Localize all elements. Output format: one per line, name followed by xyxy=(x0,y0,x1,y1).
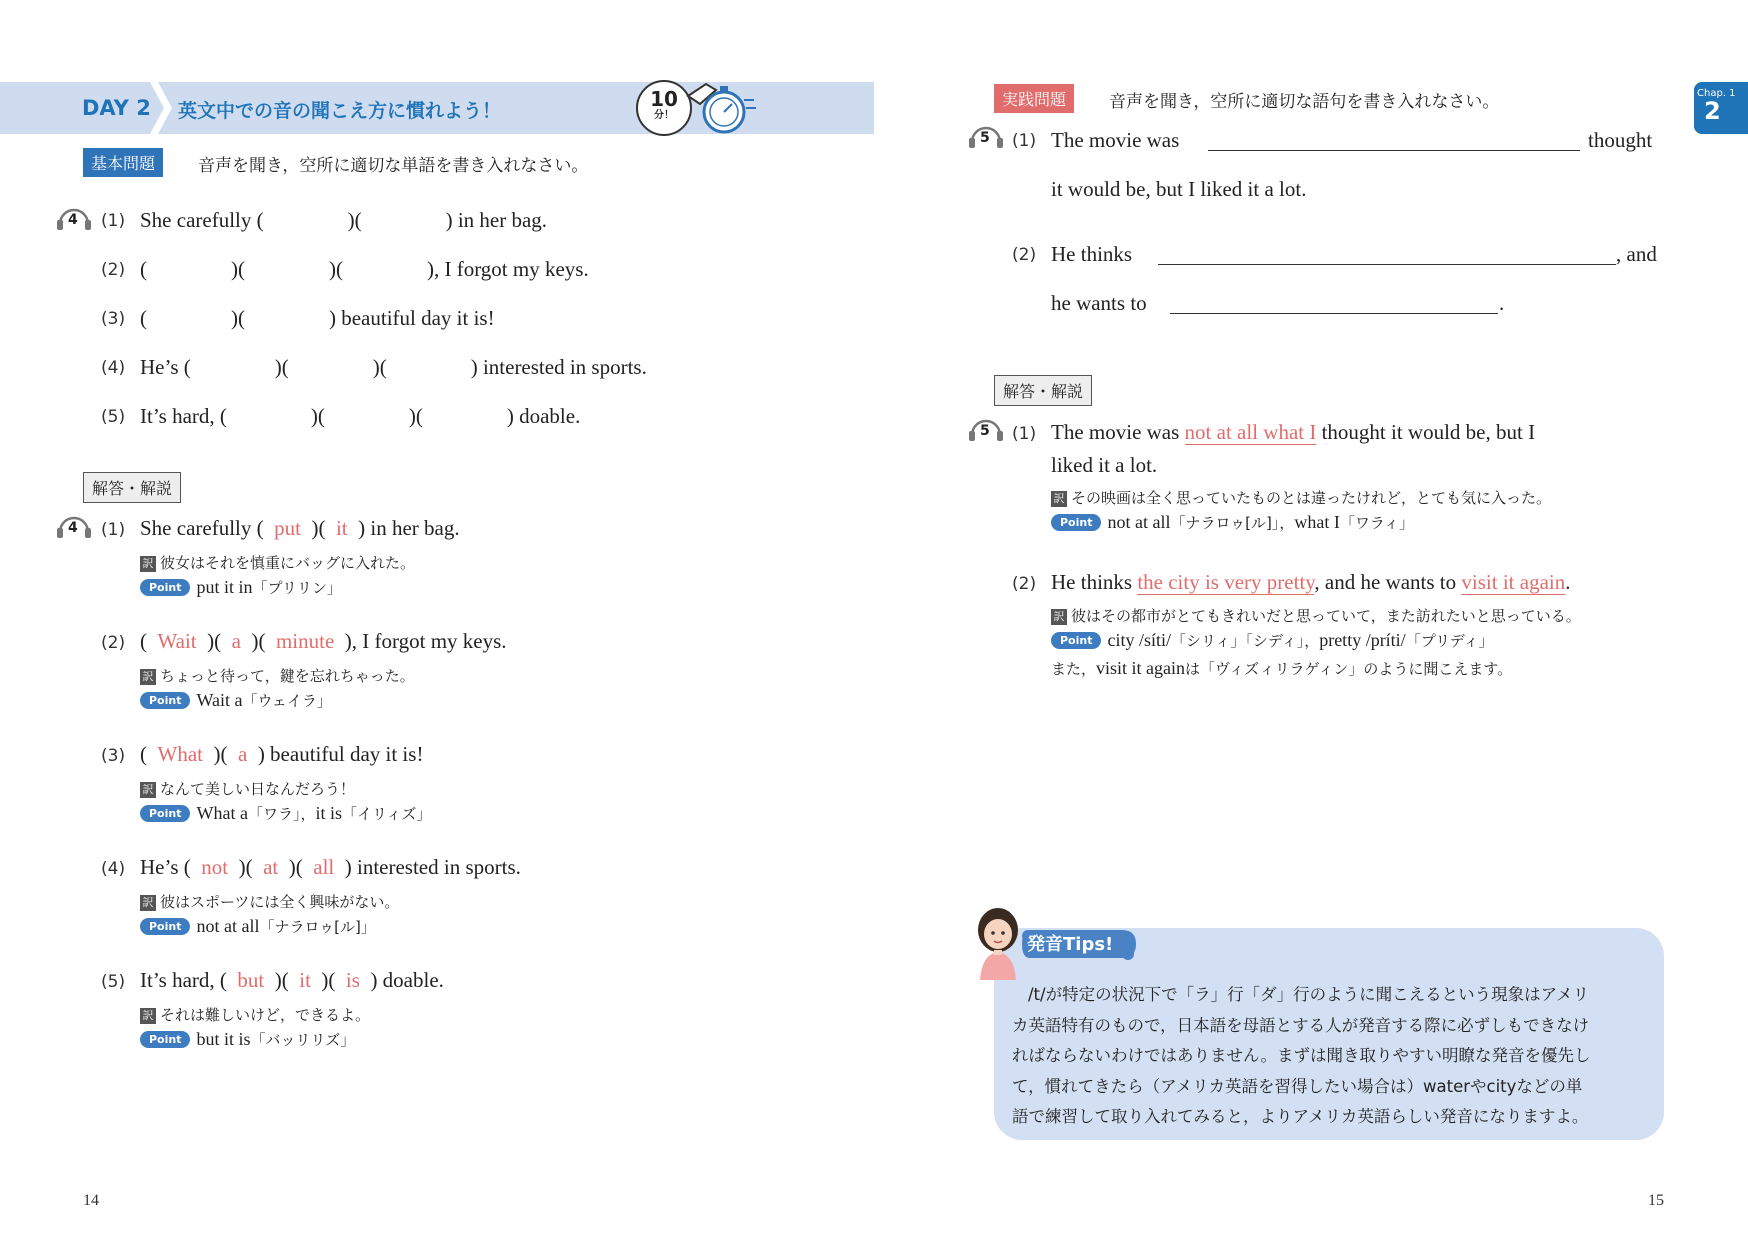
practice-problem-tag: 実践問題 xyxy=(994,84,1074,113)
question-text: , and xyxy=(1616,242,1657,266)
translation-icon: 訳 xyxy=(1051,609,1067,625)
chevron-divider-icon xyxy=(150,82,172,134)
question-number: (5) xyxy=(101,407,126,427)
answer-phrase: the city is very pretty xyxy=(1137,570,1315,594)
question-number: (1) xyxy=(101,211,126,231)
answer-sentence: It’s hard, ( but )( it )( is ) doable. xyxy=(140,968,444,992)
translation-icon: 訳 xyxy=(140,782,156,798)
answer-blank-line[interactable] xyxy=(1208,150,1580,151)
answer-word: but xyxy=(237,968,265,992)
question-text: ( )( )( ), I forgot my keys. xyxy=(140,257,589,281)
answer-sentence: He’s ( not )( at )( all ) interested in sports. xyxy=(140,855,521,879)
teacher-avatar-icon xyxy=(972,906,1024,980)
note-line: また，visit it againは「ヴィズィリラゲィン」のように聞こえます。 xyxy=(1051,658,1513,678)
answer-number: (3) xyxy=(101,746,126,766)
answer-number: (4) xyxy=(101,859,126,879)
answer-blank-line[interactable] xyxy=(1158,264,1616,265)
question-number: (3) xyxy=(101,309,126,329)
tips-text xyxy=(1012,980,1652,1133)
track-number: 5 xyxy=(980,130,990,146)
answer-sentence: He thinks the city is very pretty, and he wants to visit it again. xyxy=(1051,570,1571,594)
question-text: it would be, but I liked it a lot. xyxy=(1051,177,1307,201)
point-badge: Point xyxy=(140,692,190,709)
answer-sentence: liked it a lot. xyxy=(1051,453,1158,477)
translation-icon: 訳 xyxy=(1051,491,1067,507)
question-text: thought xyxy=(1588,128,1653,152)
headphone-track-basic xyxy=(56,200,92,239)
question-text: He’s ( )( )( ) interested in sports. xyxy=(140,355,647,379)
track-number: 4 xyxy=(68,212,78,228)
basic-instruction: 音声を聞き，空所に適切な単語を書き入れなさい。 xyxy=(198,156,589,176)
page-number-right: 15 xyxy=(1648,1192,1664,1209)
point-badge: Point xyxy=(140,805,190,822)
answer-word: not xyxy=(201,855,229,879)
answer-word: is xyxy=(345,968,360,992)
answer-word: Wait xyxy=(157,629,197,653)
answer-sentence: ( Wait )( a )( minute ), I forgot my keys. xyxy=(140,629,507,653)
answer-number: (2) xyxy=(101,633,126,653)
point-badge: Point xyxy=(1051,514,1101,531)
translation: 訳 ちょっと待って，鍵を忘れちゃった。 xyxy=(140,665,415,686)
answer-word: What xyxy=(157,742,203,766)
answer-number: (1) xyxy=(1012,424,1037,444)
answer-word: a xyxy=(231,629,241,653)
answer-explanation-tag: 解答・解説 xyxy=(994,375,1092,406)
track-number: 4 xyxy=(68,520,78,536)
point-badge: Point xyxy=(140,1031,190,1048)
translation-icon: 訳 xyxy=(140,669,156,685)
tips-line: /t/が特定の状況下で「ラ」行「ダ」行のように聞こえるという現象はアメリ xyxy=(1028,985,1590,1004)
stopwatch-icon xyxy=(686,78,756,136)
answer-phrase: visit it again xyxy=(1461,570,1566,594)
question-number: (4) xyxy=(101,358,126,378)
day-title: 英文中での音の聞こえ方に慣れよう！ xyxy=(178,100,502,122)
answer-word: it xyxy=(299,968,311,992)
question-text: he wants to xyxy=(1051,291,1147,315)
translation: 訳 その映画は全く思っていたものとは違ったけれど，とても気に入った。 xyxy=(1051,487,1551,508)
track-number: 5 xyxy=(980,423,990,439)
timer-unit: 分！ xyxy=(654,110,674,121)
answer-word: all xyxy=(313,855,335,879)
question-text: She carefully ( )( ) in her bag. xyxy=(140,208,548,232)
answer-sentence: She carefully ( put )( it ) in her bag. xyxy=(140,516,460,540)
point-badge: Point xyxy=(1051,632,1101,649)
answer-word: at xyxy=(263,855,279,879)
point-note: Point but it is「バッリリズ」 xyxy=(140,1029,355,1050)
headphone-track-practice xyxy=(968,118,1004,157)
translation-icon: 訳 xyxy=(140,895,156,911)
question-text: He thinks xyxy=(1051,242,1133,266)
point-badge: Point xyxy=(140,918,190,935)
basic-problem-tag: 基本問題 xyxy=(83,148,163,177)
translation: 訳 彼女はそれを慎重にバッグに入れた。 xyxy=(140,552,415,573)
tips-title: 発音Tips! xyxy=(1027,934,1114,955)
translation: 訳 彼はその都市がとてもきれいだと思っていて，また訪れたいと思っている。 xyxy=(1051,605,1581,626)
day-label: DAY 2 xyxy=(82,96,151,120)
answer-number: (2) xyxy=(1012,574,1037,594)
chapter-label: Chap. 1 xyxy=(1697,88,1736,99)
page-number-left: 14 xyxy=(83,1192,99,1209)
tips-line: て，慣れてきたら（アメリカ英語を習得したい場合は）waterやcityなどの単 xyxy=(1012,1076,1583,1096)
answer-phrase: not at all what I xyxy=(1184,420,1317,444)
point-note: Point What a「ワラ」，it is「イリィズ」 xyxy=(140,803,431,824)
timer-value: 10 xyxy=(650,87,678,111)
question-text: The movie was xyxy=(1051,128,1180,152)
point-note: Point put it in「プリリン」 xyxy=(140,577,342,598)
chapter-number: 2 xyxy=(1704,97,1721,125)
translation: 訳 なんて美しい日なんだろう！ xyxy=(140,778,355,799)
headphone-track-answers xyxy=(56,508,92,547)
translation-icon: 訳 xyxy=(140,556,156,572)
question-text: It’s hard, ( )( )( ) doable. xyxy=(140,404,581,428)
point-note: Point not at all「ナラロゥ[ル]」，what I「ワラィ」 xyxy=(1051,512,1414,533)
answer-word: put xyxy=(274,516,301,540)
translation: 訳 彼はスポーツには全く興味がない。 xyxy=(140,891,399,912)
answer-word: minute xyxy=(275,629,335,653)
translation-icon: 訳 xyxy=(140,1008,156,1024)
tips-line: ればならないわけではありません。まずは聞き取りやすい明瞭な発音を優先し xyxy=(1012,1046,1591,1065)
chapter-tab xyxy=(1694,82,1748,134)
question-text: ( )( ) beautiful day it is! xyxy=(140,306,495,330)
headphone-track-practice-answers xyxy=(968,411,1004,450)
answer-word: a xyxy=(237,742,248,766)
answer-number: (5) xyxy=(101,972,126,992)
point-note: Point not at all「ナラロゥ[ル]」 xyxy=(140,916,376,937)
question-text: . xyxy=(1499,291,1505,315)
answer-number: (1) xyxy=(101,520,126,540)
answer-blank-line[interactable] xyxy=(1170,313,1498,314)
question-number: (2) xyxy=(101,260,126,280)
point-note: Point Wait a「ウェイラ」 xyxy=(140,690,332,711)
question-number: (2) xyxy=(1012,245,1037,265)
question-number: (1) xyxy=(1012,131,1037,151)
point-badge: Point xyxy=(140,579,190,596)
tips-line: カ英語特有のもので，日本語を母語とする人が発音する際に必ずしもできなけ xyxy=(1012,1015,1590,1035)
translation: 訳 それは難しいけど，できるよ。 xyxy=(140,1004,370,1025)
answer-sentence: The movie was not at all what I thought it would be, but I xyxy=(1051,420,1536,444)
answer-word: it xyxy=(335,516,348,540)
timer-badge xyxy=(636,80,692,136)
practice-instruction: 音声を聞き，空所に適切な語句を書き入れなさい。 xyxy=(1109,92,1500,112)
tips-line: 語で練習して取り入れてみると，よりアメリカ英語らしい発音になりますよ。 xyxy=(1012,1107,1589,1126)
answer-sentence: ( What )( a ) beautiful day it is! xyxy=(140,742,424,766)
point-note: Point city /síti/「シリィ」「シディ」，pretty /príti/「プリディ」 xyxy=(1051,630,1494,651)
answer-explanation-tag: 解答・解説 xyxy=(83,472,181,503)
